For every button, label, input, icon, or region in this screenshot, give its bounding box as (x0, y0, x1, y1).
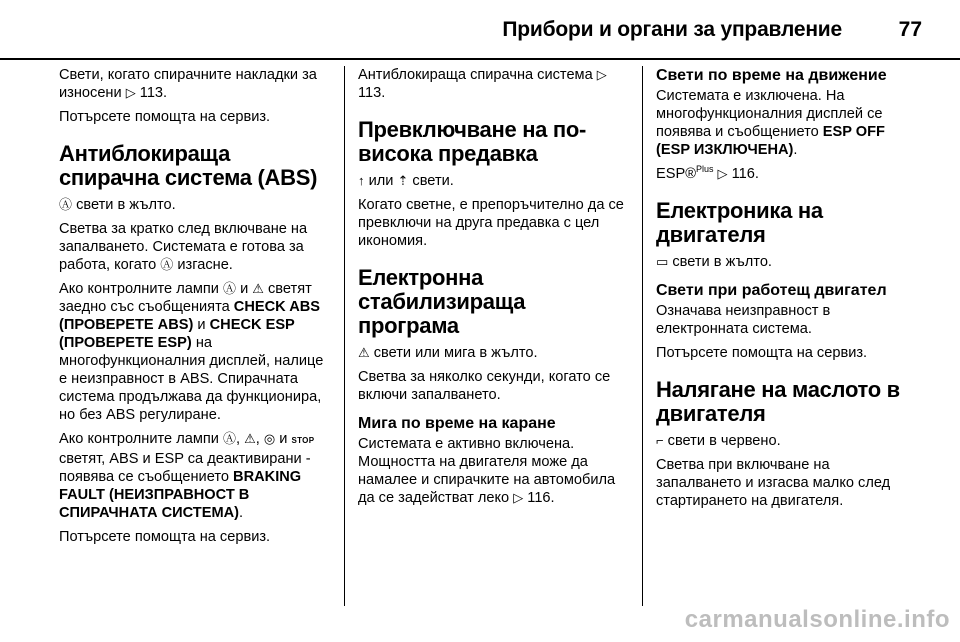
message-text: CHECK ESP (ПРОВЕРЕТЕ ESP) (59, 317, 295, 351)
column-1 (59, 66, 329, 552)
message-text: BRAKING FAULT (НЕИЗПРАВНОСТ В СПИРАЧНАТА СИСТЕМА) (59, 469, 302, 521)
paragraph: ⚠ свети или мига в жълто. (358, 345, 538, 361)
abs-warning-icon: Ⓐ (222, 281, 236, 296)
esp-warning-icon: ⚠ (244, 431, 256, 446)
section-heading-esp: Електронна стабилизираща програма (358, 265, 526, 338)
paragraph: Потърсете помощта на сервиз. (59, 109, 271, 125)
esp-warning-icon: ⚠ (252, 281, 264, 296)
paragraph: ESP®$^{Plus}$ ▷ 116. (656, 164, 759, 182)
paragraph: ⌐ свети в червено. (656, 433, 781, 449)
paragraph: Ако контролните лампи Ⓐ и ⚠ светят заедно със съобщенията CHECK ABS (ПРОВЕРЕТЕ ABS) и CHECK ESP (ПРОВЕРЕТЕ ESP) на многофункционалния дисплей, налице е неизправност в ABS. Спирачната система продължава да функционира, но без ABS регулиране. (59, 281, 324, 423)
subheading: Свети по време на движение (656, 67, 887, 84)
paragraph: Антиблокираща спирачна система ▷ 113. (358, 67, 607, 101)
paragraph: Системата е активно включена. Мощността на двигателя може да намалее и спирачките на автомобила да се задействат леко ▷ 116. (358, 436, 616, 506)
abs-warning-icon: Ⓐ (160, 257, 174, 272)
stop-icon: STOP (291, 436, 315, 445)
message-text: CHECK ABS (ПРОВЕРЕТЕ ABS) (59, 299, 321, 333)
paragraph: Системата е изключена. На многофункционалния дисплей се появява и съобщението ESP OFF (ESP ИЗКЛЮЧЕНА). (656, 88, 885, 158)
column-divider (344, 66, 345, 606)
paragraph: Свети, когато спирачните накладки за износени ▷ 113. (59, 67, 317, 101)
message-text: ESP OFF (ESP ИЗКЛЮЧЕНА) (656, 124, 885, 158)
page-header (0, 0, 960, 58)
page-title: Прибори и органи за управление (502, 18, 842, 41)
reference-arrow-icon: ▷ (513, 490, 524, 505)
column-divider (642, 66, 643, 606)
paragraph: Означава неизправност в електронната система. (656, 303, 831, 337)
subheading: Свети при работещ двигател (656, 282, 887, 299)
section-heading-shift: Превключване на по-висока предавка (358, 117, 587, 166)
section-heading-abs: Антиблокираща спирачна система (ABS) (59, 141, 318, 190)
paragraph: ↑ или ⇡ свети. (358, 173, 454, 189)
reference-arrow-icon: ▷ (717, 166, 728, 181)
oil-pressure-icon: ⌐ (656, 433, 664, 448)
shift-up-icon: ⇡ (397, 173, 409, 188)
paragraph: Ⓐ свети в жълто. (59, 197, 176, 213)
engine-icon: ▭ (656, 254, 669, 269)
abs-warning-icon: Ⓐ (59, 197, 73, 212)
column-2 (358, 66, 626, 513)
reference-arrow-icon: ▷ (596, 67, 607, 82)
paragraph: Ако контролните лампи Ⓐ, ⚠, ◎ и STOP светят, ABS и ESP са деактивирани - появява се съобщението BRAKING FAULT (НЕИЗПРАВНОСТ В СПИРАЧНАТА СИСТЕМА). (59, 431, 315, 521)
subheading: Мига по време на каране (358, 415, 556, 432)
shift-up-icon: ↑ (358, 173, 365, 188)
watermark: carmanualsonline.info (684, 606, 950, 633)
paragraph: ▭ свети в жълто. (656, 254, 772, 270)
header-rule (0, 58, 960, 60)
paragraph: Потърсете помощта на сервиз. (59, 529, 271, 545)
reference-arrow-icon: ▷ (125, 85, 136, 100)
section-heading-engine: Електроника на двигателя (656, 198, 823, 247)
abs-warning-icon: Ⓐ (222, 431, 236, 446)
paragraph: Когато светне, е препоръчително да се превключи на друга предавка с цел икономия. (358, 197, 624, 249)
column-3 (656, 66, 918, 516)
paragraph: Светва при включване на запалването и изгасва малко след стартирането на двигателя. (656, 457, 891, 509)
brake-warning-icon: ◎ (263, 431, 276, 446)
paragraph: Потърсете помощта на сервиз. (656, 345, 868, 361)
section-heading-oil: Налягане на маслото в двигателя (656, 377, 900, 426)
esp-icon: ⚠ (358, 345, 370, 360)
paragraph: Светва за няколко секунди, когато се включи запалването. (358, 369, 611, 403)
paragraph: Светва за кратко след включване на запалването. Системата е готова за работа, когато Ⓐ изгасне. (59, 221, 308, 273)
page-number: 77 (898, 18, 922, 41)
